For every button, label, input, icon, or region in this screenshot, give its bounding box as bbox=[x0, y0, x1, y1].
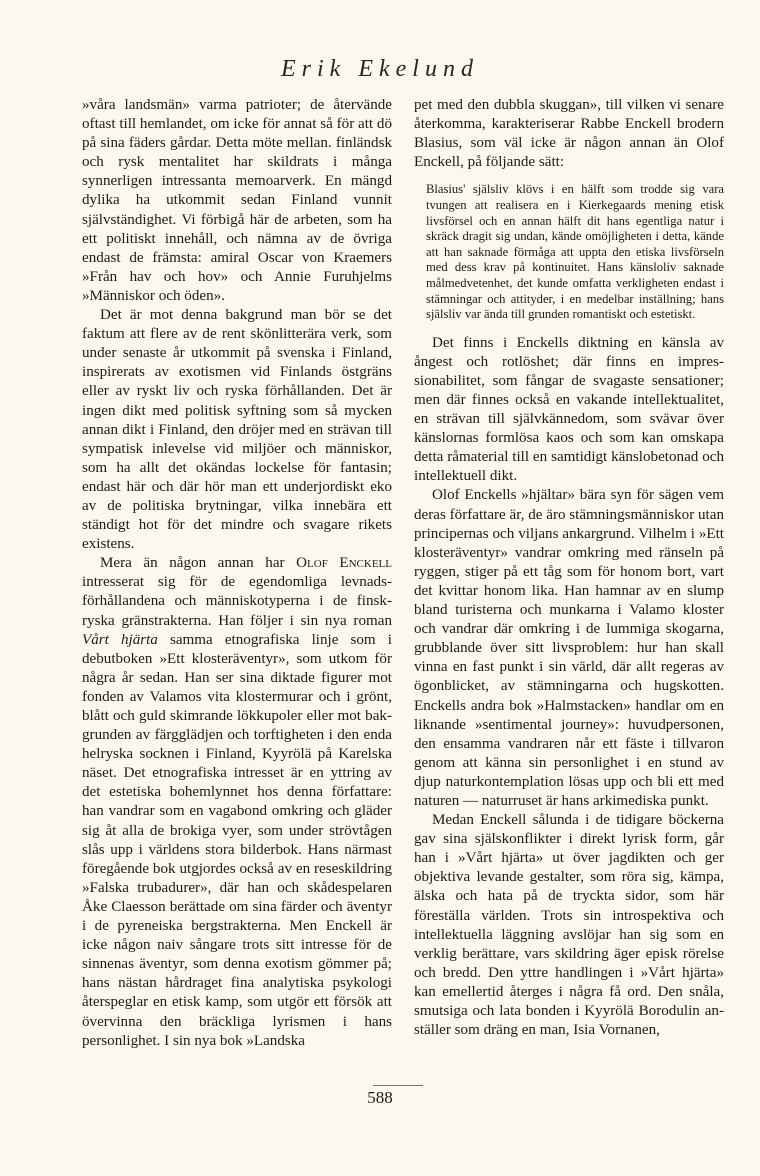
paragraph-lead: Mera än någon annan har bbox=[100, 555, 285, 572]
paragraph-text: samma etnografiska linje som i debutboken »Ett klosteräventyr», som utkom för några år sedan. Han ser sina diktade figurer mot fonden av Valamos vita klostermurar och i grönt, blått och guld skimrande lökkupoler eller mot bakgrunden av färgglädjen och torftigheten i den enda helryska socknen i Finland, Kyyrölä på Karelska näset. Det etnografiska intresset är en yttring av det estetiska bohemlynnet hos denna författare: han vandrar som en vagabond omkring och gläder sig åt alla de brokiga vyer, som under strövtågen slås upp i världens stora bilderbok. Hans närmast föregående bok utgjordes också av en reseskildring »Falska trubadurer», där han och skådespelaren Åke Claesson berättade om sina färder och äventyr i de pyreneiska bergstrakterna. Men Enckell är icke någon naiv sångare trots sitt intresse för de sinnenas äventyr, som denna exotism gömmer på; hans nästan hårdraget fina analytiska psykologi återspeglar en etisk kamp, som utgör ett försök att övervinna den bräckliga lyrismen i hans personlighet. I sin nya bok »Landska bbox=[82, 631, 392, 1049]
paragraph: Det är mot denna bakgrund man bör se det faktum att flere av de rent skönlitterära verk, som under senaste år utkommit på svenska i Finland, inspirerats av exotismen vid Finlands östgräns eller av ryskt liv och ryska förhållanden. Det är ingen dikt med politisk syftning som så mycken annan dikt i Finland, den dröjer med en strävan till sympatisk inlevelse vid miljöer och människor, som ha allt det okändas lockelse för fantasin; endast här och där hör man ett underjordiskt eko av de politiska brytningar, vilka innebära ett ständigt hot för det mindre och svagare rikets existens. bbox=[82, 307, 392, 553]
paragraph: Medan Enckell sålunda i de tidigare böckerna gav sina själskonflikter i direkt lyrisk form, går han i »Vårt hjärta» ut över jagdikten och ger objektiva levande gestalter, som röra sig, kämpa, älska och hata på de tryckta sidor, som här föreställa världen. Trots sin introspektiva och intellektuella läggning avslöjar han sig som en verklig berättare, vars skildring äger episk rörelse och bredd. Den yttre handlingen i »Vårt hjärta» kan emellertid återges i några få ord. Den snåla, smutsiga och lata bonden i Kyyrölä Borodulin anställer som dräng en man, Isia Vornanen, bbox=[414, 812, 724, 1039]
paragraph-text: intresserat sig för de egendomliga levnadsförhållandena och människotyperna i de finsk-ryska gränstrakterna. Han följer i sin nya roman bbox=[82, 574, 392, 629]
book-title: Vårt hjärta bbox=[82, 631, 158, 648]
page-number-rule bbox=[373, 1085, 423, 1086]
page-number: 588 bbox=[367, 1088, 393, 1107]
block-quote: Blasius' själsliv klövs i en hälft som trodde sig vara tvungen att realisera en i Kierkegaards mening etisk livsförsel och en annan hälft dit hans egentliga natur i skräck dragit sig undan, kände omöjligheten i detta, kände att han saknade förmåga att uppta den etiska livsförseln med dess krav på kontinuitet. Hans känsloliv saknade målmedvetenhet, det kunde omfatta verkligheten endast i stämningar och attityder, i en medelbar inställning; hans själsliv var ända till grunden romantiskt och estetiskt. bbox=[426, 182, 724, 322]
right-column bbox=[414, 96, 724, 1040]
paragraph: »våra landsmän» varma patrioter; de återvände oftast till hemlandet, om icke för annat så för att dö på sina fäders gårdar. Detta möte mellan. finländsk och rysk mentalitet har skildrats i många synnerligen intressanta memoarverk. En mängd dylika ha utkommit sedan Finland vunnit självständighet. Vi förbigå här de arbeten, som ha ett politiskt innehåll, och nämna av de övriga endast de främsta: amiral Oscar von Kraemers »Från hav och hov» och Annie Furuhjelms »Människor och öden». bbox=[82, 97, 392, 304]
author-name-smallcaps: Olof Enckell bbox=[296, 555, 392, 572]
running-head: Erik Ekelund bbox=[281, 56, 479, 82]
left-column bbox=[82, 96, 392, 1051]
paragraph bbox=[82, 554, 392, 1050]
paragraph: Olof Enckells »hjältar» bära syn för sägen vem deras författare är, de äro stämningsmänniskor utan principernas och viljans ankargrund. Vilhelm i »Ett klosteräventyr» vandrar omkring med ränseln på ryggen, stiger på ett tåg som för honom bort, vart det kvittar honom lika. Han hamnar av en slump bland turisterna och munkarna i Valamo kloster och vandrar där omkring i de lummiga skogarna, grubblande över sitt livsproblem: hur han skall vinna en fast punkt i sin värld, där allt regeras av ögonblicket, av stämningarna och hugskotten. Enckells andra bok »Halmstacken» handlar om en liknande »sentimental journey»: huvudpersonen, den ensamma vandraren når ett fäste i tillvaron genom att känna sin personlighet i en stund av djup naturkontemplation lösas upp och bli ett med naturen — naturruset är hans arkimediska punkt. bbox=[414, 487, 724, 809]
paragraph: pet med den dubbla skuggan», till vilken vi senare återkomma, karakteriserar Rabbe Enckell brodern Blasius, som väl icke är någon annan än Olof Enckell, på följande sätt: bbox=[414, 97, 724, 171]
paragraph: Det finns i Enckells diktning en känsla av ångest och rotlöshet; där finns en impressionabilitet, som fångar de svagaste sensationer; men där finnes också en vakande intellektualitet, en strävan till självkännedom, som svävar över känslornas formlösa kaos och som kan omskapa detta råmaterial till en samtidigt känslobetonad och intellektuell dikt. bbox=[414, 334, 724, 485]
